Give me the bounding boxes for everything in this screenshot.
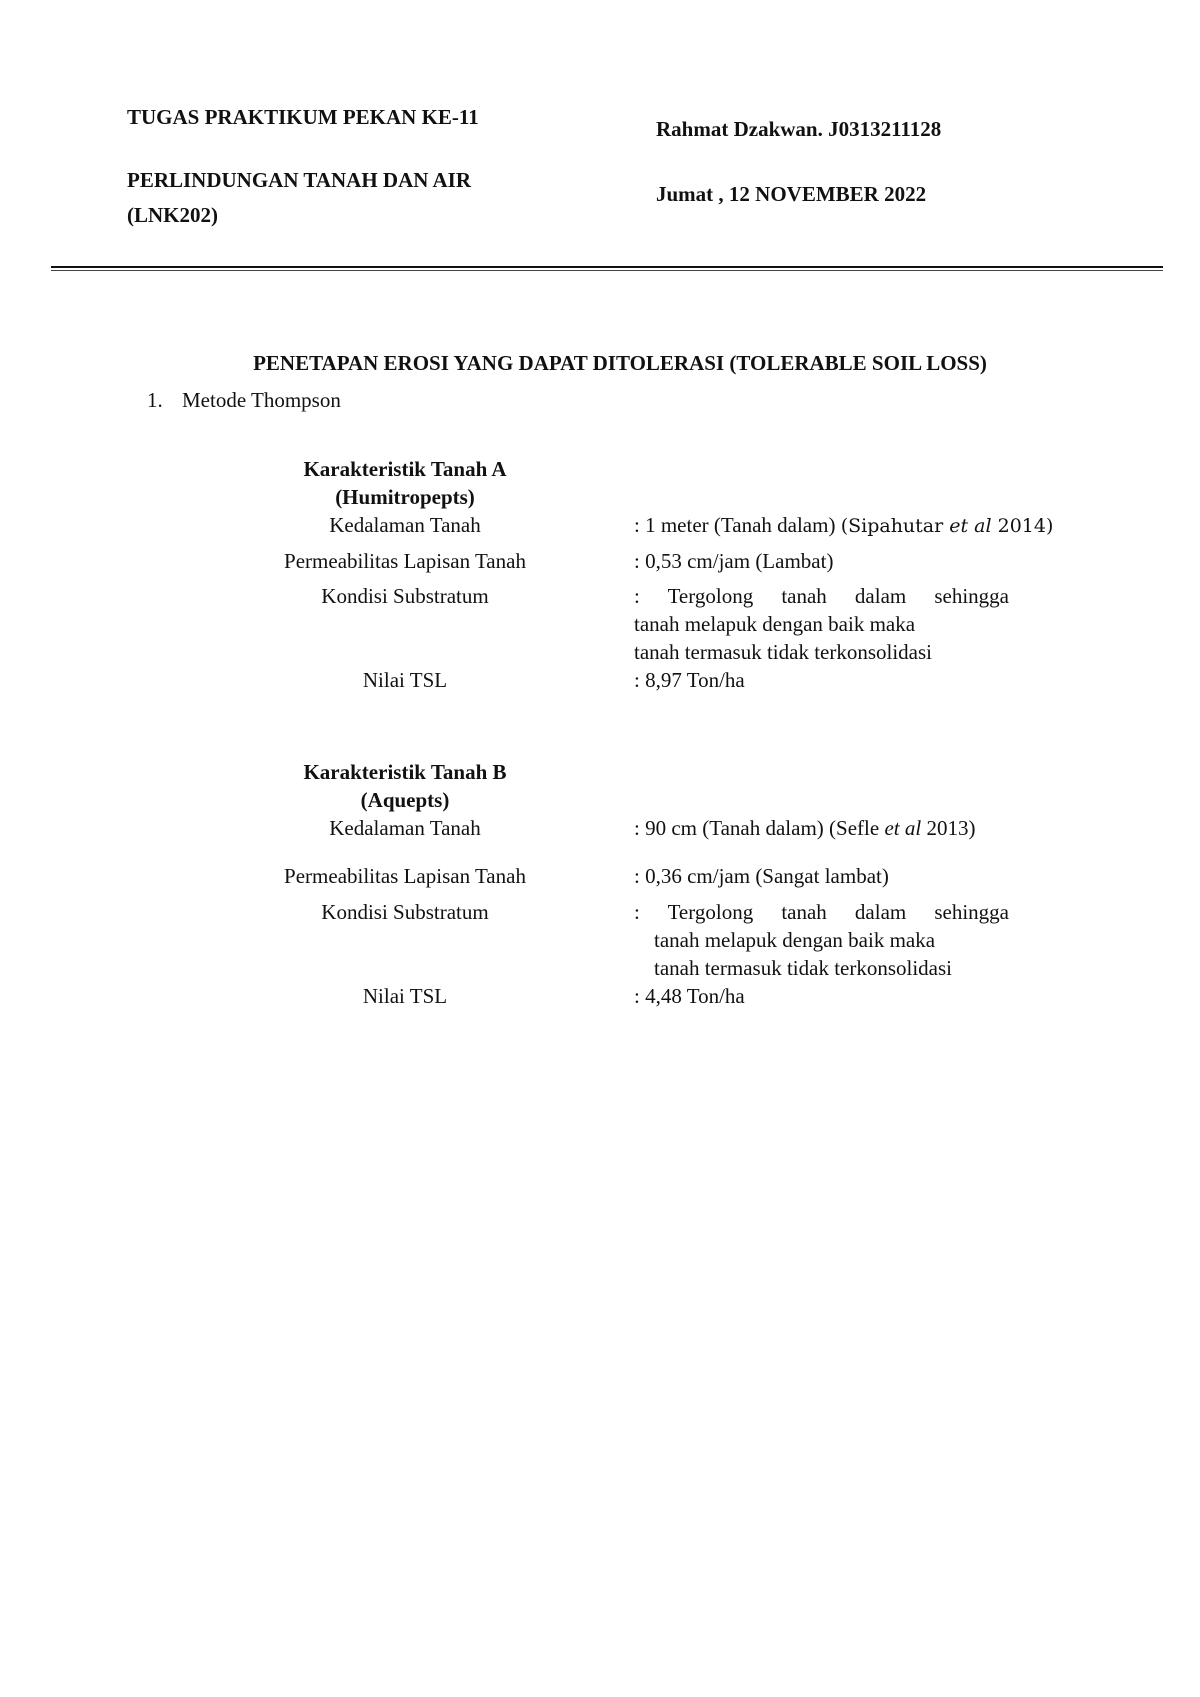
soil-b-depth-label: Kedalaman Tanah xyxy=(329,816,481,840)
header-course-name: PERLINDUNGAN TANAH DAN AIR xyxy=(127,168,471,192)
soil-b-citation xyxy=(829,816,975,840)
soil-b-substratum-label: Kondisi Substratum xyxy=(321,900,489,924)
soil-a-citation-year: 2014) xyxy=(991,515,1054,537)
header-course-code: (LNK202) xyxy=(127,203,218,227)
soil-b-heading: Karakteristik Tanah B xyxy=(303,760,507,784)
soil-b-substratum-line1 xyxy=(634,900,1009,925)
soil-a-substratum-line1 xyxy=(634,584,1009,609)
soil-b-depth-text: : 90 cm (Tanah dalam) xyxy=(634,816,824,840)
header-divider xyxy=(51,266,1163,268)
soil-a-citation-author: (Sipahutar xyxy=(840,515,950,537)
soil-b-substratum-line2: tanah melapuk dengan baik maka xyxy=(654,928,936,952)
soil-b-tsl-label: Nilai TSL xyxy=(362,984,448,1008)
header-course-task: TUGAS PRAKTIKUM PEKAN KE-11 xyxy=(127,105,479,129)
soil-a-depth-text: : 1 meter (Tanah dalam) xyxy=(634,513,836,537)
soil-b-depth-value xyxy=(634,816,975,841)
list-number: 1. xyxy=(147,388,163,412)
soil-a-depth-value xyxy=(634,513,1053,538)
soil-b-perm-value: : 0,36 cm/jam (Sangat lambat) xyxy=(634,864,889,888)
soil-a-citation xyxy=(841,515,1054,537)
soil-b-citation-etal: et al xyxy=(884,816,922,840)
soil-a-substratum-text1: : Tergolong tanah dalam sehingga xyxy=(634,584,1009,608)
soil-a-subheading: (Humitropepts) xyxy=(335,485,475,509)
soil-b-substratum-line3: tanah termasuk tidak terkonsolidasi xyxy=(654,956,953,980)
soil-a-tsl-value: : 8,97 Ton/ha xyxy=(634,668,745,692)
soil-b-subheading: (Aquepts) xyxy=(360,788,450,812)
header-student: Rahmat Dzakwan. J0313211128 xyxy=(656,117,942,141)
soil-b-citation-author: (Sefle xyxy=(829,816,885,840)
soil-b-citation-year: 2013) xyxy=(921,816,976,840)
header-divider-secondary xyxy=(51,270,1163,271)
soil-a-citation-etal: et al xyxy=(949,515,992,537)
soil-b-perm-label: Permeabilitas Lapisan Tanah xyxy=(284,864,526,888)
soil-a-perm-value: : 0,53 cm/jam (Lambat) xyxy=(634,549,834,573)
soil-a-substratum-label: Kondisi Substratum xyxy=(321,584,489,608)
soil-a-substratum-line3: tanah termasuk tidak terkonsolidasi xyxy=(634,640,933,664)
soil-a-substratum-line2: tanah melapuk dengan baik maka xyxy=(634,612,916,636)
soil-a-tsl-label: Nilai TSL xyxy=(362,668,448,692)
page-title: PENETAPAN EROSI YANG DAPAT DITOLERASI (TOLERABLE SOIL LOSS) xyxy=(253,351,987,375)
soil-b-tsl-value: : 4,48 Ton/ha xyxy=(634,984,745,1008)
soil-a-depth-label: Kedalaman Tanah xyxy=(329,513,481,537)
header-date: Jumat , 12 NOVEMBER 2022 xyxy=(656,182,927,206)
list-item-method: Metode Thompson xyxy=(182,388,341,412)
soil-a-heading: Karakteristik Tanah A xyxy=(303,457,507,481)
soil-b-substratum-text1: : Tergolong tanah dalam sehingga xyxy=(634,900,1009,924)
soil-a-perm-label: Permeabilitas Lapisan Tanah xyxy=(284,549,526,573)
